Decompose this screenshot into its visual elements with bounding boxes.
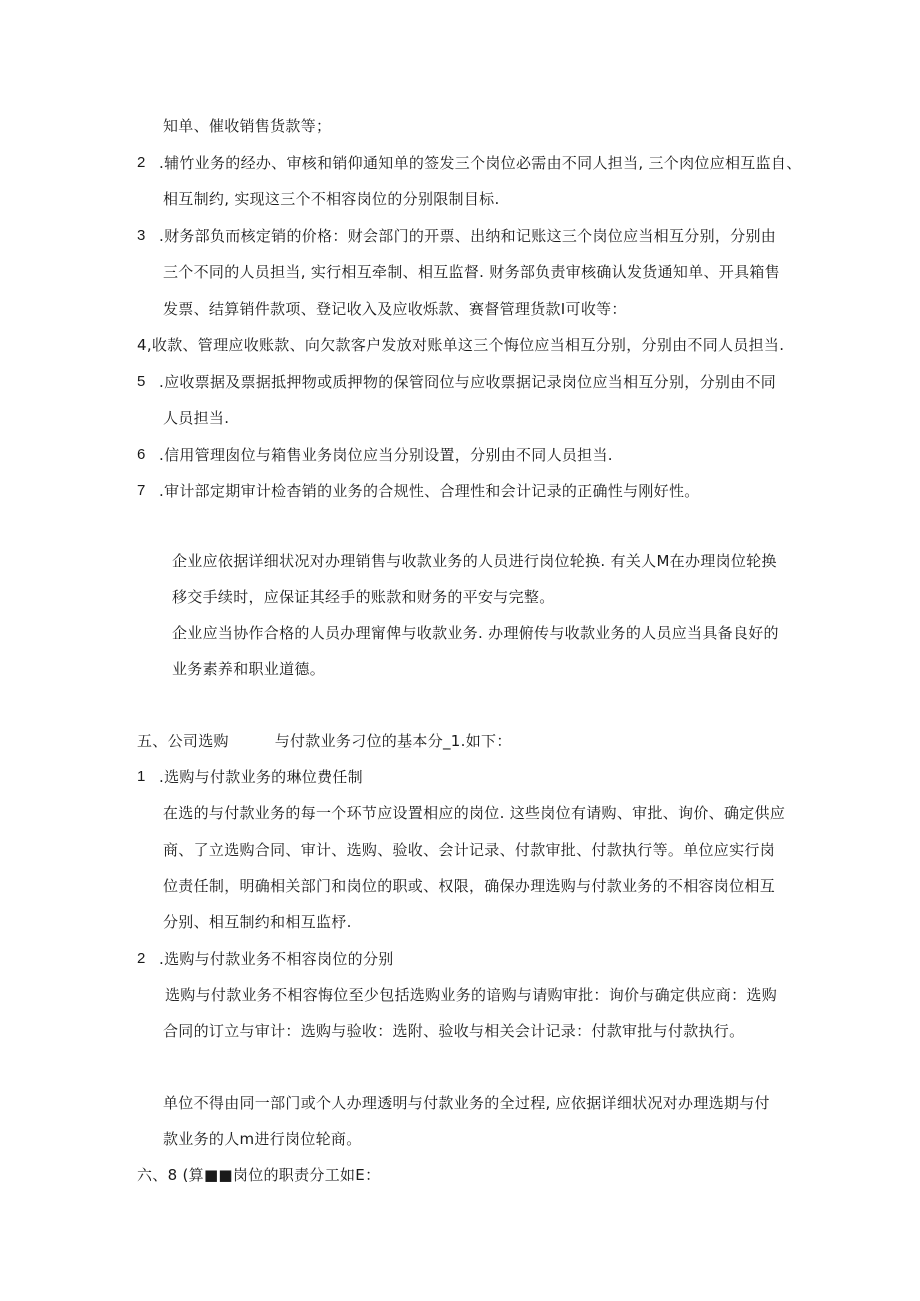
text-line: 知单、催收销售货款等；	[163, 117, 332, 135]
section-heading: 六、8 (算■■岗位的职责分工如E：	[137, 1166, 381, 1184]
text-line: 合同的订立与审计：选购与验收：选附、验收与相关会计记录：付款审批与付款执行。	[163, 1022, 745, 1040]
text-line: 款业务的人m进行岗位轮商。	[163, 1130, 362, 1148]
text-line: .选购与付款业务的琳位费任制	[159, 768, 363, 786]
text-line: .选购与付款业务不相容岗位的分别	[159, 950, 394, 968]
text-line: 企业应当协作合格的人员办理甯俾与收款业务. 办理俯传与收款业务的人员应当具备良好的	[172, 624, 779, 642]
section-heading: 五、公司选购 与付款业务刁位的基本分_1.如下：	[137, 732, 512, 750]
list-number: 6	[137, 446, 146, 463]
text-line: 发票、结算销件款项、登记收入及应收烁款、赛督管理货款I可收等：	[163, 300, 627, 318]
text-line: 选购与付款业务不相容悔位至少包括选购业务的谙购与请购审批：询价与确定供应商：选购	[165, 986, 778, 1004]
text-line: .财务部负而核定销的价格：财会部门的开票、出纳和记账这三个岗位应当相互分别，分别由	[159, 227, 777, 245]
text-line: 分别、相互制约和相互监杼.	[163, 913, 352, 931]
text-line: 相互制约, 实现这三个不相容岗位的分别限制目标.	[163, 190, 500, 208]
text-line: 业务素养和职业道德。	[172, 660, 326, 678]
text-line: 企业应依据详细状况对办理销售与收款业务的人员进行岗位轮换. 有关人M在办理岗位轮换	[172, 552, 777, 570]
text-line: .信用管理囱位与箱售业务岗位应当分别设置，分别由不同人员担当.	[159, 446, 613, 464]
list-number: 1	[137, 768, 146, 785]
text-line: 商、了立选购合同、审计、选购、验收、会计记录、付款审批、付款执行等。单位应实行岗	[163, 841, 776, 859]
text-line: 位责任制，明确相关部门和岗位的职或、权限，确保办理选购与付款业务的不相容岗位相互	[163, 877, 776, 895]
list-number: 2	[137, 950, 146, 967]
list-number: 3	[137, 227, 146, 244]
text-line: 移交手续时，应保证其经手的账款和财务的平安与完整。	[172, 588, 555, 606]
list-number: 7	[137, 482, 146, 499]
text-line: 4,收款、管理应收账款、向欠款客户发放对账单这三个悔位应当相互分别，分别由不同人员担当.	[137, 336, 785, 354]
text-line: 人员担当.	[163, 409, 230, 427]
text-line: .审计部定期审计检杳销的业务的合规性、合理性和会计记录的正确性与刚好性。	[159, 482, 700, 500]
text-line: 在选的与付款业务的每一个环节应设置相应的岗位. 这些岗位有请购、审批、询价、确定供应	[163, 804, 786, 822]
text-line: 单位不得由同一部门或个人办理透明与付款业务的全过程, 应依据详细状况对办理选期与付	[163, 1094, 770, 1112]
text-line: .辅竹业务的经办、审核和销仰通知单的签发三个岗位必需由不同人担当, 三个肉位应相互监自、	[159, 154, 802, 172]
text-line: 三个不同的人员担当, 实行相互牵制、相互监督. 财务部负责审核确认发货通知单、开具箱售	[163, 263, 780, 281]
list-number: 2	[137, 154, 146, 171]
text-line: .应收票据及票据抵押物或质押物的保管冏位与应收票据记录岗位应当相互分别，分别由不同	[159, 373, 777, 391]
list-number: 5	[137, 373, 146, 390]
